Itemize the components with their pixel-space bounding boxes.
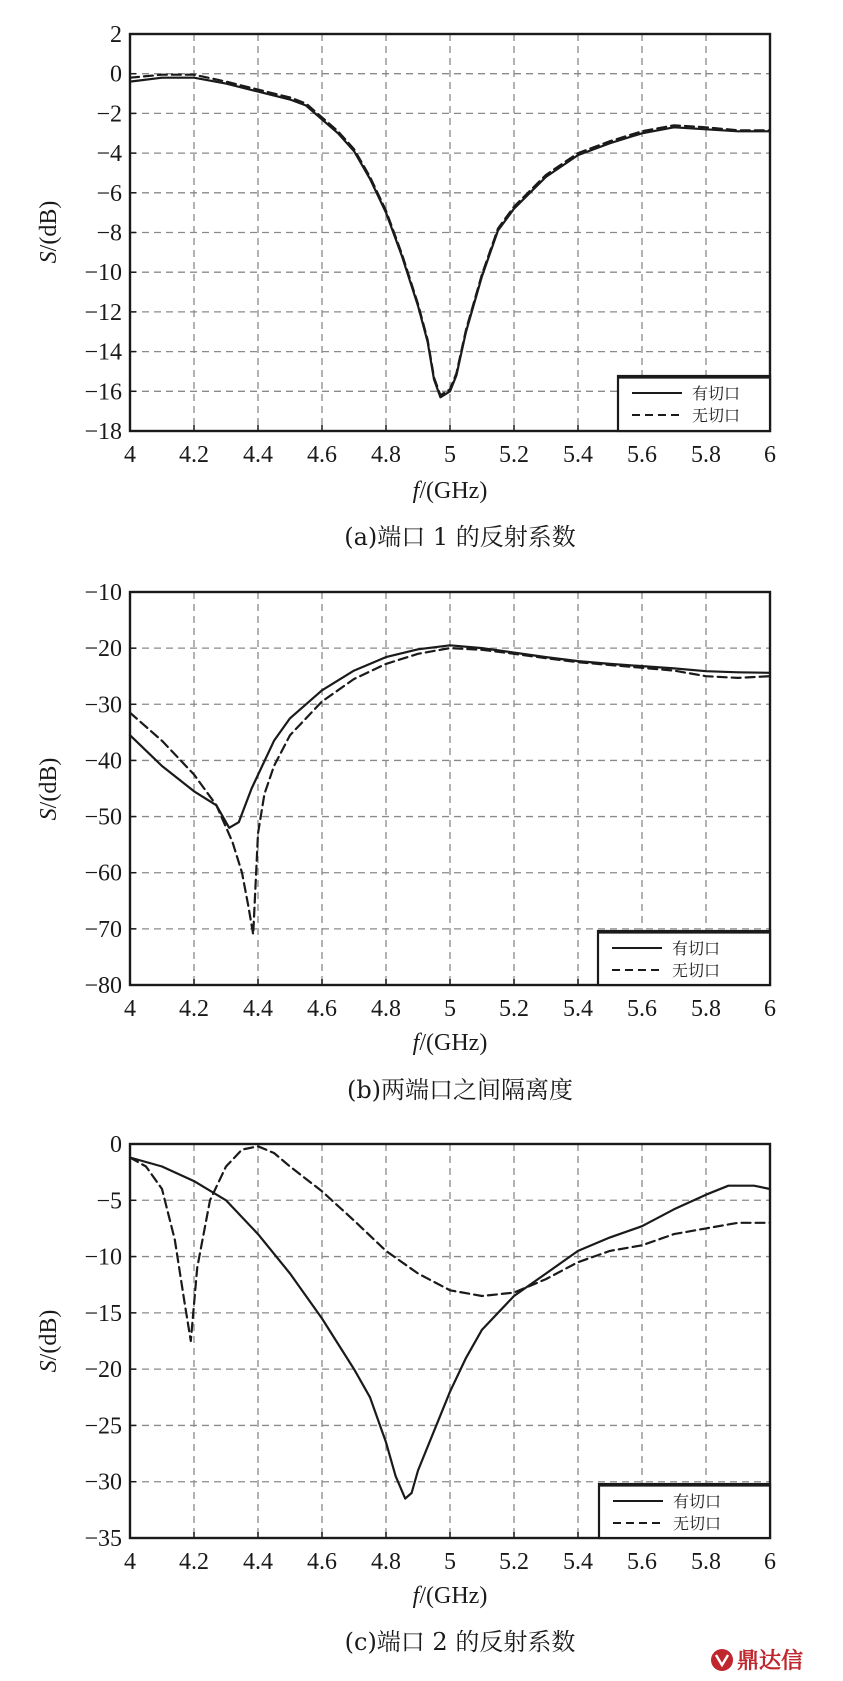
y-tick-label: −16 (84, 379, 122, 406)
y-tick-label: −14 (84, 339, 122, 366)
y-tick-label: −2 (96, 101, 122, 128)
panel-caption: (a)端口 1 的反射系数 (344, 523, 576, 551)
panel-caption: (b)两端口之间隔离度 (346, 1076, 574, 1104)
y-tick-label: −50 (84, 804, 122, 831)
x-tick-label: 4.2 (179, 996, 209, 1022)
x-tick-label: 4.4 (243, 996, 273, 1022)
x-tick-label: 4.2 (179, 442, 209, 468)
y-tick-label: −6 (96, 180, 122, 207)
x-tick-label: 6 (764, 1549, 776, 1575)
legend (599, 1484, 770, 1538)
chart-panel-b (36, 580, 776, 1104)
y-tick-label: −40 (84, 748, 122, 775)
x-tick-label: 4.4 (243, 442, 273, 468)
legend-label: 无切口 (672, 961, 721, 980)
x-tick-label: 4 (124, 1549, 136, 1575)
legend-label: 有切口 (672, 939, 721, 958)
x-axis-label: f/(GHz) (412, 1583, 488, 1609)
y-tick-label: −18 (84, 419, 122, 445)
y-tick-label: −10 (84, 260, 122, 287)
x-tick-label: 4.8 (371, 1549, 401, 1575)
x-tick-label: 5.6 (627, 1549, 657, 1575)
x-tick-label: 5 (444, 996, 456, 1022)
x-tick-label: 4.6 (307, 996, 337, 1022)
x-tick-label: 5.6 (627, 442, 657, 468)
y-tick-label: −5 (96, 1188, 122, 1215)
y-tick-label: −70 (84, 916, 122, 943)
y-axis-label: S/(dB) (36, 200, 62, 264)
y-tick-label: −30 (84, 1469, 122, 1496)
y-tick-label: −80 (84, 973, 122, 999)
x-tick-label: 5.8 (691, 996, 721, 1022)
watermark-logo-icon (711, 1649, 733, 1671)
y-tick-label: −4 (96, 141, 122, 168)
x-tick-label: 5.2 (499, 1549, 529, 1575)
x-tick-label: 6 (764, 442, 776, 468)
y-tick-label: −60 (84, 860, 122, 887)
y-tick-label: −20 (84, 1357, 122, 1384)
panels (36, 22, 776, 1656)
y-tick-label: −15 (84, 1300, 122, 1327)
x-tick-label: 5.4 (563, 996, 593, 1022)
legend-label: 无切口 (673, 1514, 722, 1533)
chart-panel-c (36, 1132, 776, 1656)
legend (618, 376, 770, 431)
x-tick-label: 5.2 (499, 442, 529, 468)
chart-panel-a (36, 22, 776, 551)
y-tick-label: −10 (84, 580, 122, 606)
x-tick-label: 4.6 (307, 1549, 337, 1575)
x-tick-label: 5.4 (563, 1549, 593, 1575)
x-tick-label: 4.8 (371, 996, 401, 1022)
y-tick-label: 2 (110, 22, 122, 48)
x-axis-label: f/(GHz) (412, 478, 488, 504)
x-tick-label: 4.8 (371, 442, 401, 468)
y-tick-label: −35 (84, 1526, 122, 1552)
x-tick-label: 5 (444, 1549, 456, 1575)
x-axis-label: f/(GHz) (412, 1030, 488, 1056)
x-tick-label: 4.2 (179, 1549, 209, 1575)
y-tick-label: −8 (96, 220, 122, 247)
x-tick-label: 5.2 (499, 996, 529, 1022)
y-tick-label: −20 (84, 636, 122, 663)
y-axis-label: S/(dB) (36, 757, 62, 821)
x-tick-label: 4.6 (307, 442, 337, 468)
y-tick-label: 0 (110, 61, 122, 88)
x-tick-label: 5.4 (563, 442, 593, 468)
legend-label: 有切口 (673, 1492, 722, 1511)
y-tick-label: −30 (84, 692, 122, 719)
x-tick-label: 5.6 (627, 996, 657, 1022)
y-axis-label: S/(dB) (36, 1309, 62, 1373)
x-tick-label: 5.8 (691, 1549, 721, 1575)
y-tick-label: −10 (84, 1244, 122, 1271)
legend-label: 无切口 (692, 406, 741, 425)
legend-label: 有切口 (692, 384, 741, 403)
x-tick-label: 5.8 (691, 442, 721, 468)
watermark-text: 鼎达信 (737, 1649, 804, 1674)
x-tick-label: 5 (444, 442, 456, 468)
panel-caption: (c)端口 2 的反射系数 (344, 1628, 576, 1656)
x-tick-label: 4 (124, 996, 136, 1022)
y-tick-label: −25 (84, 1413, 122, 1440)
x-tick-label: 6 (764, 996, 776, 1022)
y-tick-label: −12 (84, 299, 122, 326)
x-tick-label: 4 (124, 442, 136, 468)
watermark (711, 1648, 803, 1674)
y-tick-label: 0 (110, 1132, 122, 1158)
legend (598, 931, 770, 985)
x-tick-label: 4.4 (243, 1549, 273, 1575)
